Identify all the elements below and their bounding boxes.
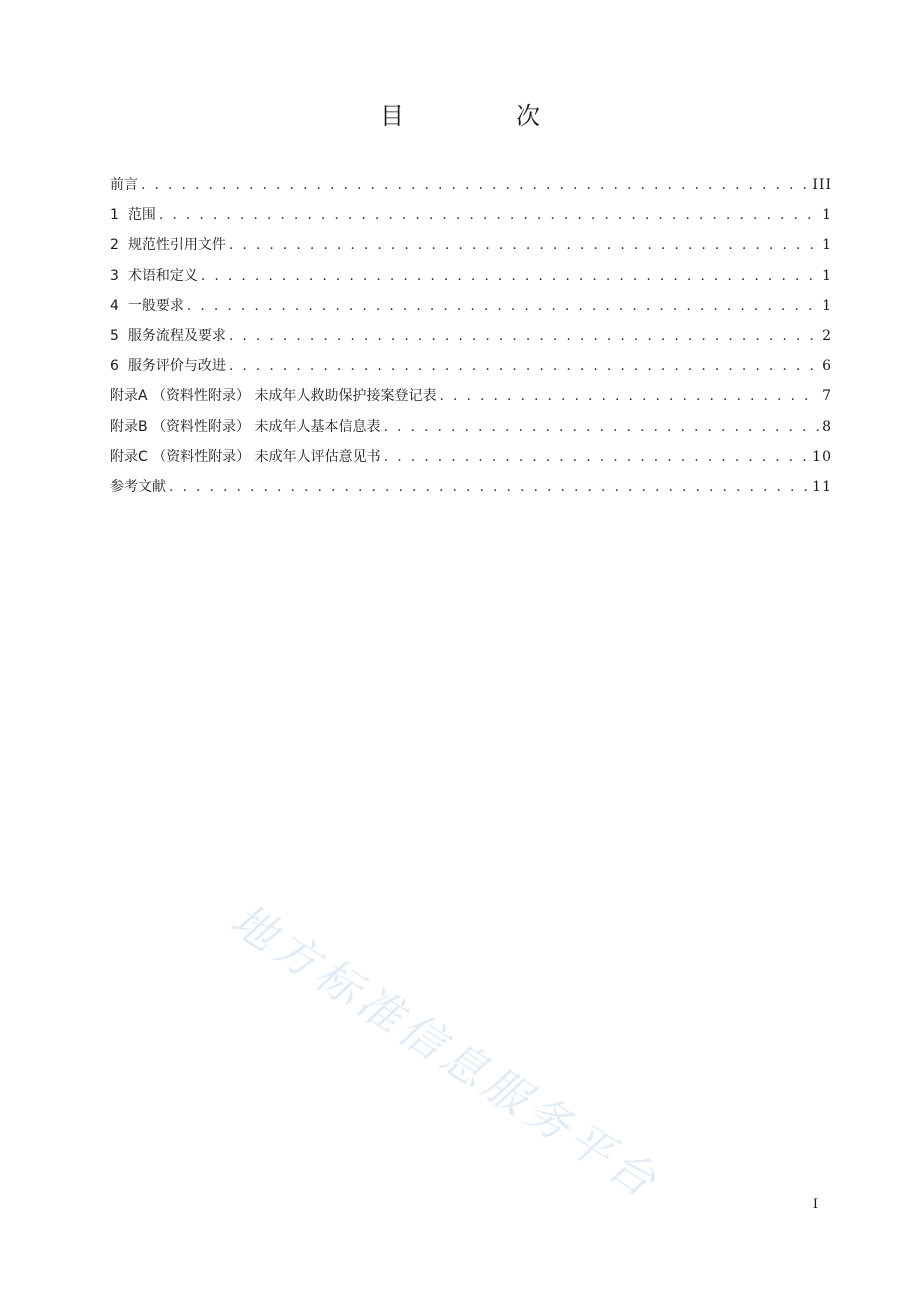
toc-entry-text: 附录B （资料性附录） 未成年人基本信息表 (110, 418, 381, 435)
toc-entry-page: 11 (812, 478, 832, 495)
toc-entry-page: 6 (822, 358, 832, 375)
toc-entry-text: 服务流程及要求 (127, 327, 226, 344)
toc-entry-text: 规范性引用文件 (127, 237, 226, 254)
toc-entry-page: 1 (822, 207, 832, 224)
toc-entry-page: 8 (822, 418, 832, 435)
toc-entry-number: 3 (110, 267, 119, 284)
toc-leader-dots (169, 472, 809, 502)
toc-leader-dots (229, 321, 819, 351)
toc-entry-number: 4 (110, 297, 119, 314)
toc-entry-page: 1 (822, 297, 832, 314)
toc-entry-scope[interactable] (110, 200, 832, 230)
toc-entry-text: 前言 (110, 177, 138, 193)
toc-entry-page: 1 (822, 237, 832, 254)
toc-entry-service-process[interactable] (110, 321, 832, 351)
toc-leader-dots (229, 230, 819, 260)
toc-entry-number: 1 (110, 207, 119, 224)
toc-entry-page: 7 (822, 388, 832, 405)
watermark-text: 地方标准信息服务平台 (221, 894, 669, 1210)
toc-entry-number: 6 (110, 358, 119, 375)
toc-entry-service-evaluation[interactable] (110, 351, 832, 381)
toc-entry-text: 术语和定义 (127, 267, 198, 284)
toc-entry-appendix-b[interactable] (110, 412, 832, 442)
toc-entry-foreword[interactable] (110, 170, 832, 200)
toc-leader-dots (439, 381, 819, 411)
page-number: I (812, 1197, 818, 1212)
toc-entry-appendix-c[interactable] (110, 442, 832, 472)
toc-entry-page: III (812, 177, 832, 193)
toc-entry-text: 附录C （资料性附录） 未成年人评估意见书 (110, 448, 381, 465)
toc-entry-terms-definitions[interactable] (110, 261, 832, 291)
table-of-contents (110, 170, 832, 502)
toc-entry-number: 5 (110, 327, 119, 344)
toc-entry-bibliography[interactable] (110, 472, 832, 502)
toc-leader-dots (187, 291, 819, 321)
toc-entry-number: 2 (110, 237, 119, 254)
toc-leader-dots (384, 442, 809, 472)
toc-entry-page: 10 (812, 448, 832, 465)
toc-leader-dots (229, 351, 819, 381)
toc-leader-dots (159, 200, 819, 230)
toc-entry-text: 参考文献 (110, 478, 166, 495)
toc-entry-appendix-a[interactable] (110, 381, 832, 411)
toc-entry-normative-references[interactable] (110, 230, 832, 260)
toc-entry-text: 范围 (127, 207, 156, 224)
toc-entry-text: 一般要求 (127, 297, 184, 314)
toc-title: 目 次 (380, 102, 584, 130)
toc-entry-general-requirements[interactable] (110, 291, 832, 321)
toc-leader-dots (384, 412, 820, 442)
toc-entry-text: 服务评价与改进 (127, 358, 226, 375)
toc-leader-dots (141, 170, 809, 200)
toc-entry-text: 附录A （资料性附录） 未成年人救助保护接案登记表 (110, 388, 437, 405)
toc-leader-dots (201, 261, 819, 291)
toc-entry-page: 2 (822, 327, 832, 344)
toc-entry-page: 1 (822, 267, 832, 284)
